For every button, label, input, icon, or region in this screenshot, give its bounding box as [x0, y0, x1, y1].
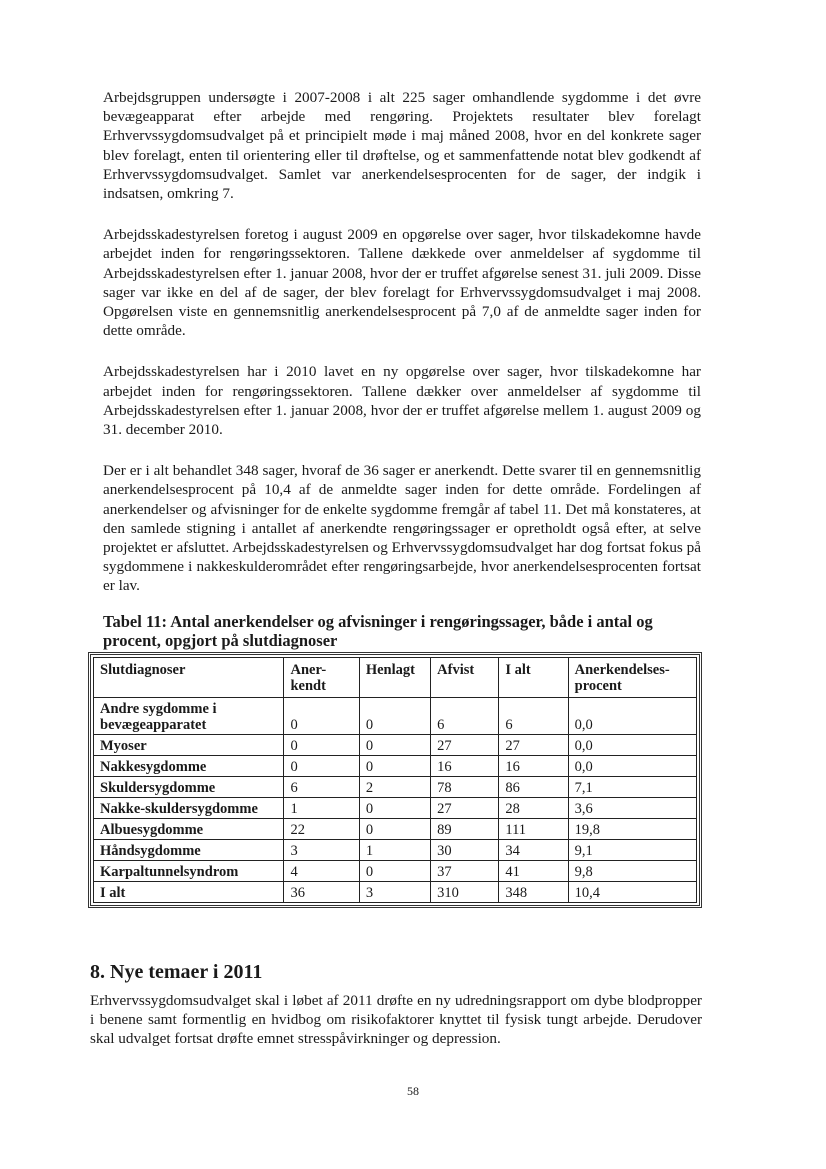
cell-procent: 0,0 — [568, 756, 696, 777]
diagnosis-table — [93, 657, 697, 903]
cell-procent: 19,8 — [568, 819, 696, 840]
cell-afvist: 16 — [431, 756, 499, 777]
cell-henlagt: 0 — [359, 798, 430, 819]
cell-i-alt: 6 — [499, 698, 568, 735]
cell-afvist: 37 — [431, 861, 499, 882]
header-anerkendt: Aner-kendt — [284, 658, 359, 698]
page-number: 58 — [407, 1084, 419, 1098]
table-caption: Tabel 11: Antal anerkendelser og afvisninger i rengøringssager, både i antal og procent, opgjort på slutdiagnoser — [103, 612, 653, 650]
cell-henlagt: 3 — [359, 882, 430, 903]
cell-i-alt: 16 — [499, 756, 568, 777]
cell-i-alt: 348 — [499, 882, 568, 903]
table-row — [94, 861, 697, 882]
row-label: Myoser — [94, 735, 284, 756]
header-henlagt: Henlagt — [359, 658, 430, 698]
body-text — [103, 88, 701, 618]
cell-afvist: 89 — [431, 819, 499, 840]
section-paragraph: Erhvervssygdomsudvalget skal i løbet af 2011 drøfte en ny udredningsrapport om dybe blodpropper i benene samt formentlig en hvidbog om risikofaktorer knyttet til fysisk tungt arbejde. Derudover skal udvalget fortsat drøfte emnet stresspåvirkninger og depression. — [90, 992, 702, 1048]
table-row — [94, 756, 697, 777]
header-i-alt: I alt — [499, 658, 568, 698]
cell-i-alt: 27 — [499, 735, 568, 756]
cell-henlagt: 1 — [359, 840, 430, 861]
cell-afvist: 27 — [431, 798, 499, 819]
cell-anerkendt: 22 — [284, 819, 359, 840]
paragraph-1: Arbejdsgruppen undersøgte i 2007-2008 i alt 225 sager omhandlende sygdomme i det øvre bevægeapparat efter arbejde med rengøring. Projektets resultater blev forelagt Erhvervssygdomsudvalget på et principielt møde i maj måned 2008, hvor en del konkrete sager blev forelagt, enten til orientering eller til drøftelse, og et sammenfattende notat blev godkendt af Erhvervssygdomsudvalget. Samlet var anerkendelsesprocenten for de sager, der indgik i indsatsen, omkring 7. — [103, 89, 701, 203]
cell-henlagt: 2 — [359, 777, 430, 798]
cell-anerkendt: 0 — [284, 735, 359, 756]
cell-i-alt: 111 — [499, 819, 568, 840]
cell-anerkendt: 3 — [284, 840, 359, 861]
row-label: Andre sygdomme i bevægeapparatet — [94, 698, 284, 735]
cell-anerkendt: 6 — [284, 777, 359, 798]
row-label: Nakke-skuldersygdomme — [94, 798, 284, 819]
cell-procent: 3,6 — [568, 798, 696, 819]
table-frame — [88, 652, 702, 908]
cell-i-alt: 41 — [499, 861, 568, 882]
cell-henlagt: 0 — [359, 756, 430, 777]
cell-anerkendt: 36 — [284, 882, 359, 903]
paragraph-4: Der er i alt behandlet 348 sager, hvoraf de 36 sager er anerkendt. Dette svarer til en gennemsnitlig anerkendelsesprocent på 10,4 af de anmeldte sager inden for dette område. Fordelingen af anerkendelser og afvisninger for de enkelte sygdomme fremgår af tabel 11. Det må konstateres, at den samlede stigning i antallet af anerkendte rengøringssager er opretholdt også efter, at selve projektet er afsluttet. Arbejdsskadestyrelsen og Erhvervssygdomsudvalget har dog fortsat fokus på sygdommene i nakkeskulderområdet efter rengøringsarbejde, hvor anerkendelsesprocenten fortsat er lav. — [103, 462, 701, 595]
row-label: Skuldersygdomme — [94, 777, 284, 798]
cell-i-alt: 28 — [499, 798, 568, 819]
section-heading: 8. Nye temaer i 2011 — [90, 961, 263, 983]
cell-henlagt: 0 — [359, 698, 430, 735]
cell-henlagt: 0 — [359, 735, 430, 756]
cell-afvist: 78 — [431, 777, 499, 798]
paragraph-2: Arbejdsskadestyrelsen foretog i august 2009 en opgørelse over sager, hvor tilskadekomne havde arbejdet inden for rengøringssektoren. Tallene dækkede over anmeldelser af sygdomme til Arbejdsskadestyrelsen efter 1. januar 2008, hvor der er truffet afgørelse senest 31. juli 2009. Disse sager var ikke en del af de sager, der blev forelagt for Erhvervssygdomsudvalget i maj 2008. Opgørelsen viste en gennemsnitlig anerkendelsesprocent på 7,0 af de anmeldte sager inden for dette område. — [103, 226, 701, 340]
cell-afvist: 27 — [431, 735, 499, 756]
row-label: Karpaltunnelsyndrom — [94, 861, 284, 882]
cell-anerkendt: 0 — [284, 698, 359, 735]
cell-afvist: 30 — [431, 840, 499, 861]
table-row — [94, 777, 697, 798]
row-label: Nakkesygdomme — [94, 756, 284, 777]
cell-procent: 0,0 — [568, 735, 696, 756]
row-label: Håndsygdomme — [94, 840, 284, 861]
table-row — [94, 840, 697, 861]
table-row — [94, 819, 697, 840]
table-row — [94, 798, 697, 819]
cell-anerkendt: 4 — [284, 861, 359, 882]
cell-afvist: 6 — [431, 698, 499, 735]
cell-procent: 9,1 — [568, 840, 696, 861]
section-body — [90, 991, 702, 1071]
cell-procent: 10,4 — [568, 882, 696, 903]
cell-anerkendt: 1 — [284, 798, 359, 819]
cell-afvist: 310 — [431, 882, 499, 903]
table-row — [94, 698, 697, 735]
cell-henlagt: 0 — [359, 861, 430, 882]
header-anerkendelsesprocent: Anerkendelses-procent — [568, 658, 696, 698]
row-label: Albuesygdomme — [94, 819, 284, 840]
table-header-row — [94, 658, 697, 698]
paragraph-3: Arbejdsskadestyrelsen har i 2010 lavet en ny opgørelse over sager, hvor tilskadekomne har arbejdet inden for rengøringssektoren. Tallene dækker over anmeldelser af sygdomme til Arbejdsskadestyrelsen efter 1. januar 2008, hvor der er truffet afgørelse mellem 1. august 2009 og 31. december 2010. — [103, 363, 701, 439]
row-label: I alt — [94, 882, 284, 903]
cell-henlagt: 0 — [359, 819, 430, 840]
header-slutdiagnoser: Slutdiagnoser — [94, 658, 284, 698]
cell-i-alt: 34 — [499, 840, 568, 861]
cell-anerkendt: 0 — [284, 756, 359, 777]
cell-procent: 7,1 — [568, 777, 696, 798]
table-row-total — [94, 882, 697, 903]
cell-procent: 9,8 — [568, 861, 696, 882]
cell-procent: 0,0 — [568, 698, 696, 735]
table-row — [94, 735, 697, 756]
header-afvist: Afvist — [431, 658, 499, 698]
cell-i-alt: 86 — [499, 777, 568, 798]
